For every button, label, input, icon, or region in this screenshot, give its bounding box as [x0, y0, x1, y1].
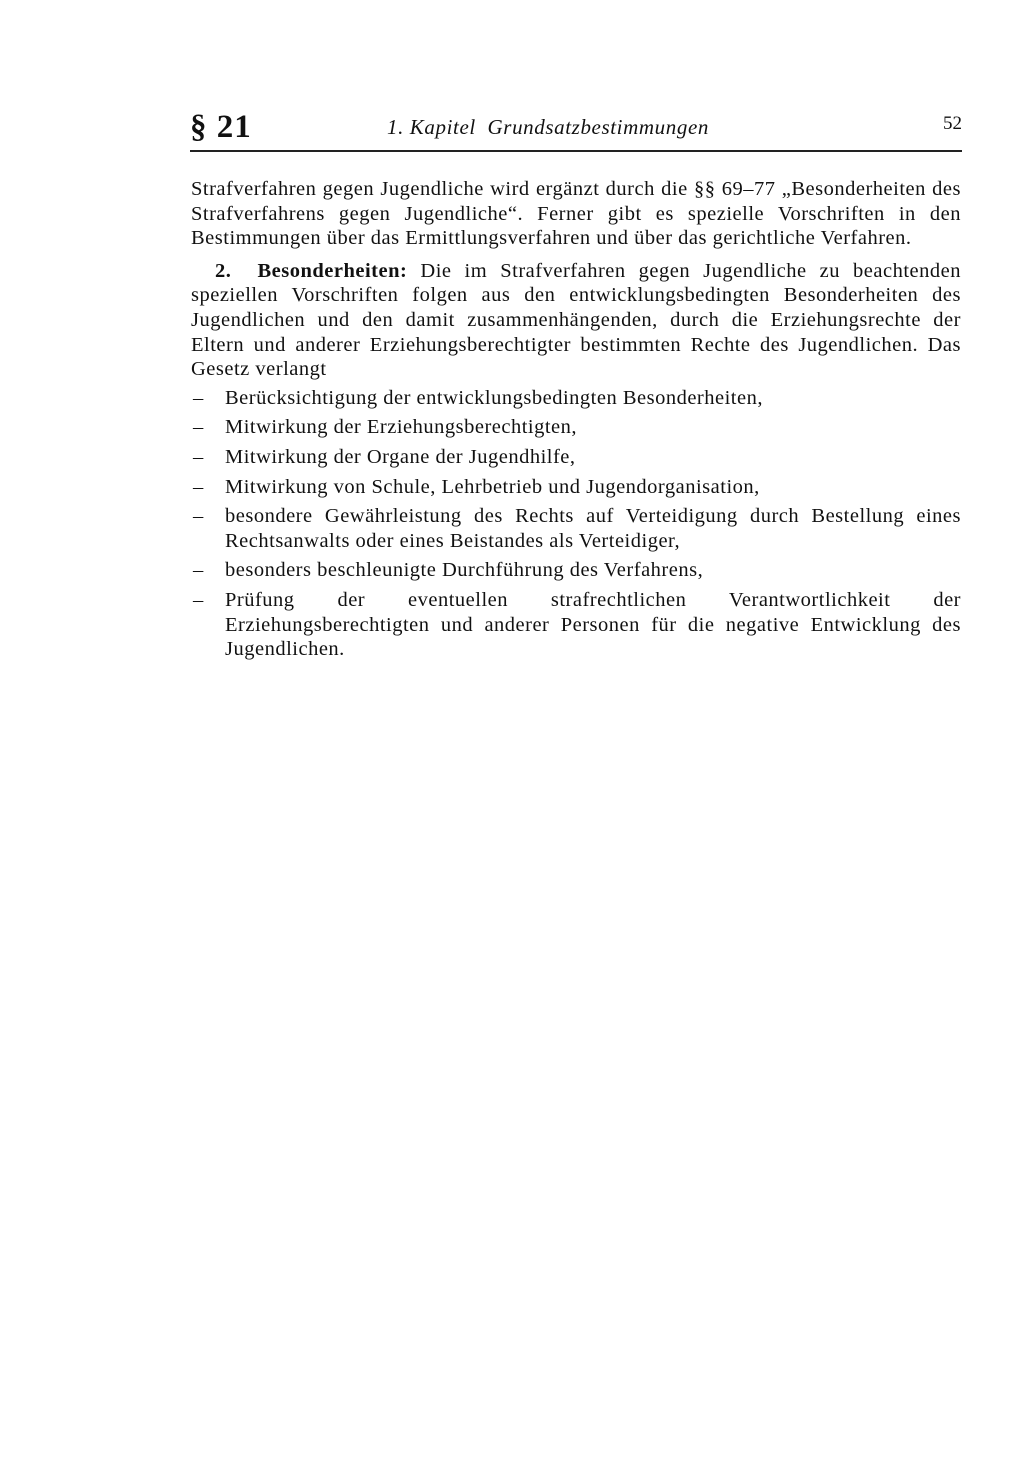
- dash-marker: –: [193, 416, 204, 439]
- page-number: 52: [943, 113, 962, 134]
- body-text: [191, 177, 961, 667]
- paragraph-continued: Strafverfahren gegen Jugendliche wird ergänzt durch die §§ 69–77 „Besonderheiten des Strafverfahrens gegen Jugendliche“. Ferner gibt es spezielle Vorschriften in den Bestimmungen über das Ermittlungsverfahren und über das gerichtliche Verfahren.: [191, 178, 961, 250]
- list-item-text: Mitwirkung der Erziehungsberechtigten,: [225, 416, 578, 439]
- list-item-text: Mitwirkung der Organe der Jugendhilfe,: [225, 445, 576, 468]
- list-item: [191, 558, 961, 583]
- list-item-text: besonders beschleunigte Durchführung des Verfahrens,: [225, 559, 704, 582]
- dash-marker: –: [193, 559, 204, 582]
- list-item: [191, 386, 961, 411]
- chapter-title: 1. Kapitel Grundsatzbestimmungen: [387, 115, 709, 139]
- list-item: [191, 445, 961, 470]
- list-item-text: besondere Gewährleistung des Rechts auf Verteidigung durch Bestellung eines Rechtsanwalts oder eines Beistandes als Verteidiger,: [225, 505, 961, 552]
- dash-marker: –: [193, 475, 204, 498]
- list-item: [191, 588, 961, 662]
- dash-marker: –: [193, 588, 204, 611]
- paragraph-besonderheiten: [191, 259, 961, 382]
- list-item: [191, 504, 961, 553]
- dash-marker: –: [193, 386, 204, 409]
- page-header: [190, 108, 962, 158]
- paragraph-text: Die im Strafverfahren gegen Jugendliche zu beachtenden speziellen Vorschriften folgen aus den entwicklungsbedingten Besonderheiten des Jugendlichen und den damit zusammenhängenden, durch die Erziehungsrechte der Eltern und anderer Erziehungsberechtigter bestimmten Rechte des Jugendlichen. Das Gesetz verlangt: [191, 259, 961, 381]
- header-rule: [190, 150, 962, 152]
- paragraph-lead: Besonderheiten:: [257, 259, 408, 282]
- paragraph-number: 2.: [215, 259, 232, 282]
- list-item-text: Mitwirkung von Schule, Lehrbetrieb und Jugendorganisation,: [225, 475, 760, 498]
- requirements-list: [191, 386, 961, 662]
- list-item-text: Prüfung der eventuellen strafrechtlichen Verantwortlichkeit der Erziehungsberechtigten und anderer Personen für die negative Entwicklung des Jugendlichen.: [225, 588, 961, 661]
- list-item: [191, 415, 961, 440]
- list-item: [191, 475, 961, 500]
- dash-marker: –: [193, 505, 204, 528]
- section-number: § 21: [190, 109, 252, 145]
- dash-marker: –: [193, 445, 204, 468]
- list-item-text: Berücksichtigung der entwicklungsbedingten Besonderheiten,: [225, 386, 763, 409]
